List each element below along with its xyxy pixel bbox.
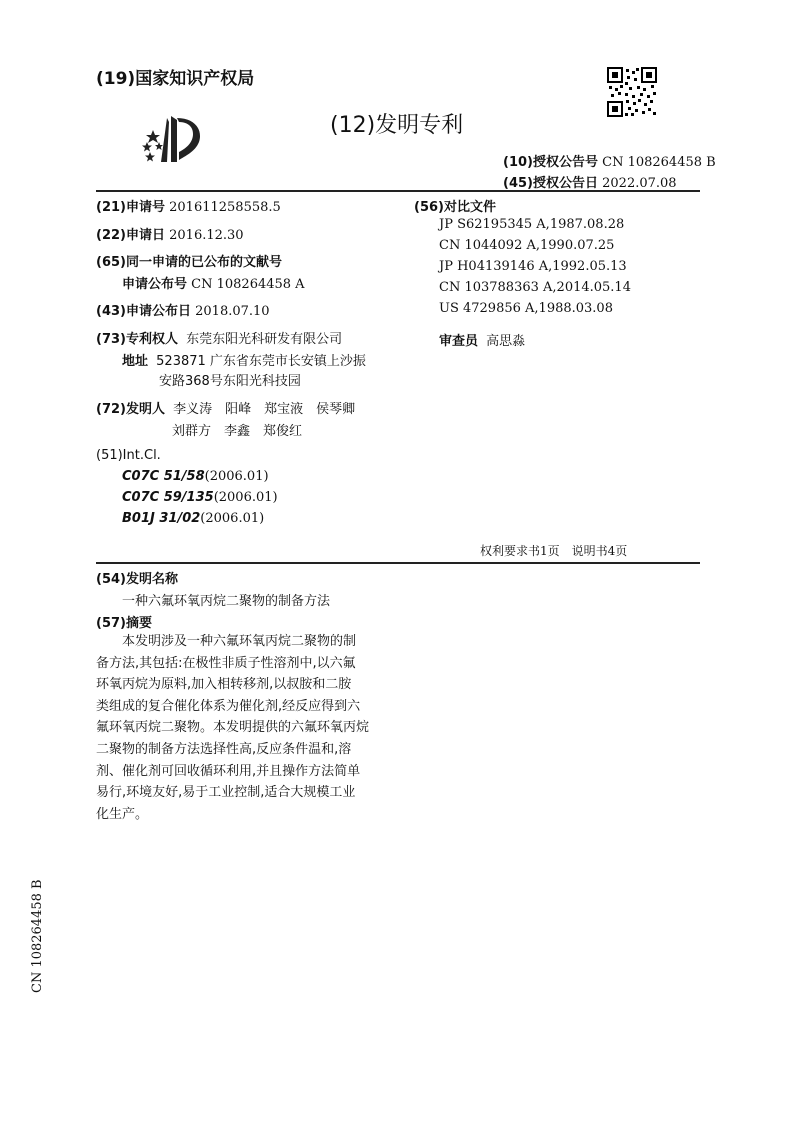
grant-number-label: (10)授权公告号 [503,155,598,170]
patentee-row [96,328,342,347]
examiner-label: 审查员 [439,334,479,349]
ipc-row [122,490,278,505]
grant-date-row [503,172,677,191]
address-line-1: 523871 广东省东莞市长安镇上沙振 [156,354,366,369]
abstract-line: 备方法,其包括:在极性非质子性溶剂中,以六氟 [96,655,356,671]
section-divider [96,562,700,564]
abstract-line: 氟环氧丙烷二聚物。本发明提供的六氟环氧丙烷 [96,720,370,736]
abstract-line: 环氧丙烷为原料,加入相转移剂,以叔胺和二胺 [96,677,352,693]
patentee-label: (73)专利权人 [96,332,178,347]
prior-publication-number-label: 申请公布号 [122,277,188,292]
abstract-line: 二聚物的制备方法选择性高,反应条件温和,溶 [96,741,352,757]
application-date-label: (22)申请日 [96,228,165,243]
abstract-line: 化生产。 [96,806,149,822]
document-type: (12)发明专利 [330,113,464,138]
ipc-row [122,469,269,484]
inventors-line-2: 刘群方 李鑫 郑俊红 [172,424,303,439]
reference-item: JP H04139146 A,1992.05.13 [439,259,627,274]
ipc-version: (2006.01) [200,511,265,526]
office-name: (19)国家知识产权局 [96,69,255,89]
ipc-code: C07C 59/135 [122,490,214,505]
prior-publication-date-row [96,300,270,319]
ipc-version: (2006.01) [204,469,269,484]
prior-publication-number-row [122,273,305,292]
inventors-label: (72)发明人 [96,402,165,417]
ipc-code: C07C 51/58 [122,469,205,484]
address-label: 地址 [122,354,149,369]
address-row [122,350,366,369]
examiner-row [439,330,525,349]
abstract-line: 类组成的复合催化体系为催化剂,经反应得到六 [96,698,361,714]
application-date: 2016.12.30 [169,228,244,243]
patentee: 东莞东阳光科研发有限公司 [186,332,343,347]
address-line-2: 安路368号东阳光科技园 [159,374,301,389]
qr-code-icon [607,67,657,117]
application-date-row [96,224,244,243]
grant-date-label: (45)授权公告日 [503,176,598,191]
grant-number-row [503,151,716,170]
abstract-line: 本发明涉及一种六氟环氧丙烷二聚物的制 [122,634,357,649]
prior-publication-date-label: (43)申请公布日 [96,304,191,319]
grant-number: CN 108264458 B [602,155,716,170]
invention-title: 一种六氟环氧丙烷二聚物的制备方法 [122,594,331,609]
grant-date: 2022.07.08 [602,176,677,191]
application-number: 201611258558.5 [169,200,281,215]
header-divider [96,190,700,192]
abstract-line: 剂、催化剂可回收循环利用,并且操作方法简单 [96,763,361,779]
abstract-label: (57)摘要 [96,616,152,631]
ipc-label: (51)Int.Cl. [96,448,161,463]
pages-info: 权利要求书1页 说明书4页 [480,544,628,558]
title-label: (54)发明名称 [96,572,178,587]
ipc-row [122,511,264,526]
reference-item: CN 1044092 A,1990.07.25 [439,238,615,253]
abstract-body [96,631,386,825]
abstract-line: 易行,环境友好,易于工业控制,适合大规模工业 [96,785,356,801]
prior-publication-date: 2018.07.10 [195,304,270,319]
side-patent-number: CN 108264458 B [30,879,45,993]
ipc-code: B01J 31/02 [122,511,201,526]
examiner: 高思淼 [486,334,526,349]
prior-publication-number: CN 108264458 A [191,277,305,292]
reference-item: CN 103788363 A,2014.05.14 [439,280,631,295]
application-number-label: (21)申请号 [96,200,165,215]
references-label: (56)对比文件 [414,200,496,215]
reference-item: JP S62195345 A,1987.08.28 [439,217,625,232]
inventors-row [96,398,355,417]
inventors-line-1: 李义涛 阳峰 郑宝液 侯琴卿 [173,402,356,417]
ipc-version: (2006.01) [213,490,278,505]
cnipa-logo-icon [133,108,209,168]
prior-publication-label: (65)同一申请的已公布的文献号 [96,255,282,270]
application-number-row [96,196,281,215]
reference-item: US 4729856 A,1988.03.08 [439,301,613,316]
